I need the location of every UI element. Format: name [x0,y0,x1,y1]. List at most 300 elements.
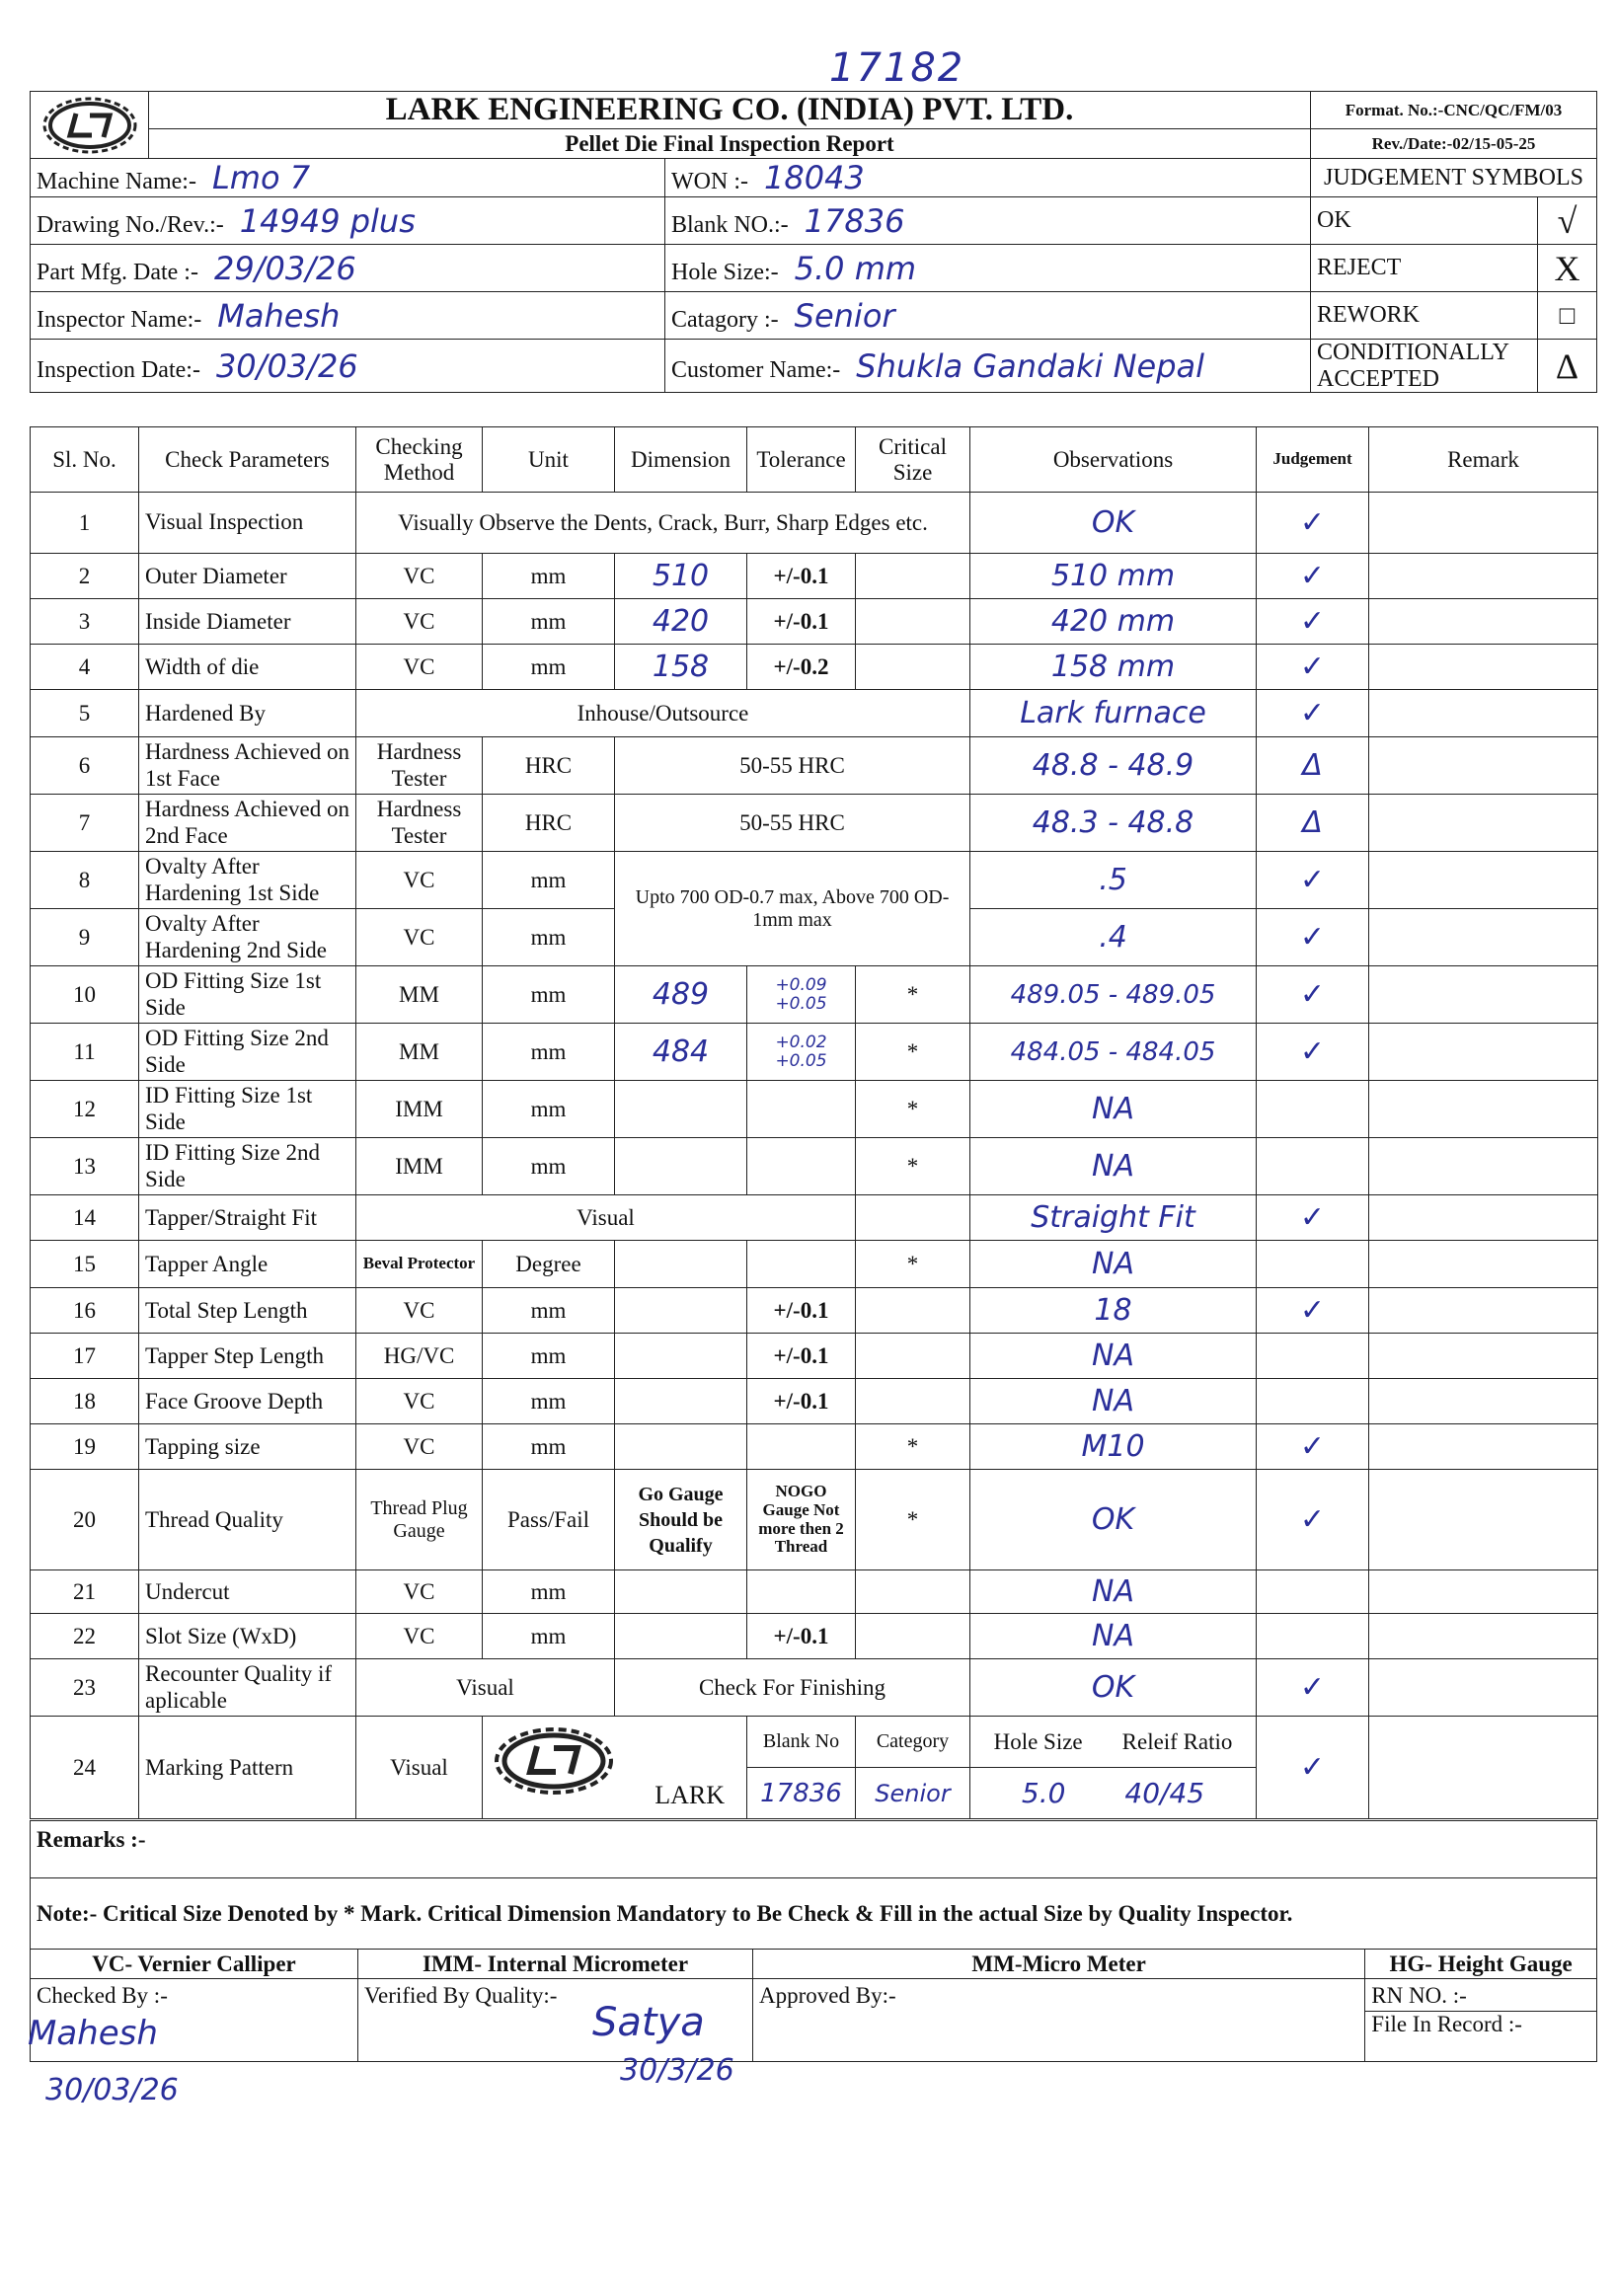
row-remark [1369,1081,1598,1138]
row-param: Width of die [139,645,356,690]
row-dimension [615,1424,747,1470]
table-row [31,493,1598,554]
row-tolerance: +/-0.1 [747,1334,856,1379]
row-unit: HRC [483,795,615,852]
table-row [31,1659,1598,1717]
row-dimension: 158 [615,645,747,690]
row-judgement: ✓ [1257,909,1369,966]
row-observation: NA [970,1570,1257,1614]
row-observation: 18 [970,1288,1257,1334]
row-sl: 20 [31,1470,139,1570]
row-sl: 10 [31,966,139,1024]
marking-category-value: Senior [856,1768,970,1819]
col-unit: Unit [483,427,615,493]
remarks-field: Remarks :- [31,1821,1597,1878]
col-observations: Observations [970,427,1257,493]
row-span-text: Inhouse/Outsource [356,690,970,737]
row-method: Visual [356,1659,615,1717]
row-unit: mm [483,852,615,909]
row-observation: .4 [970,909,1257,966]
row-remark [1369,690,1598,737]
row-judgement: ✓ [1257,645,1369,690]
company-logo-icon [40,96,139,155]
row-judgement: ✓ [1257,690,1369,737]
row-remark [1369,1024,1598,1081]
row-tolerance [747,1138,856,1195]
top-handwritten-number: 17182 [829,45,965,91]
machine-name-field: Machine Name:- Lmo 7 [31,159,665,197]
row-tolerance [747,1570,856,1614]
row-observation: 510 mm [970,554,1257,599]
row-param: Hardness Achieved on 2nd Face [139,795,356,852]
check-mark-icon: √ [1538,197,1597,245]
table-row [31,1081,1598,1138]
col-sl: Sl. No. [31,427,139,493]
row-param: ID Fitting Size 2nd Side [139,1138,356,1195]
row-tolerance: +/-0.1 [747,1379,856,1424]
row-unit: mm [483,1379,615,1424]
verified-by-field: Verified By Quality:- [358,1979,753,2062]
row-method: MM [356,1024,483,1081]
report-header [30,91,1597,392]
row-observation: 48.3 - 48.8 [970,795,1257,852]
row-dimension: Go Gauge Should be Qualify [615,1470,747,1570]
row-observation: .5 [970,852,1257,909]
table-row [31,1138,1598,1195]
row-param: Outer Diameter [139,554,356,599]
row-method: VC [356,1288,483,1334]
row-unit: mm [483,909,615,966]
row-judgement: ✓ [1257,966,1369,1024]
legend-vc: VC- Vernier Calliper [31,1950,358,1979]
row-unit: HRC [483,737,615,795]
row-remark [1369,795,1598,852]
table-row [31,1379,1598,1424]
row-observation: NA [970,1379,1257,1424]
judgement-symbols-title: JUDGEMENT SYMBOLS [1311,159,1597,197]
row-param: Tapper Angle [139,1241,356,1288]
row-observation: NA [970,1081,1257,1138]
row-param: Inside Diameter [139,599,356,645]
row-judgement [1257,1334,1369,1379]
row-unit: Degree [483,1241,615,1288]
inspector-name-field: Inspector Name:- Mahesh [31,292,665,340]
marking-logo-text: LARK [654,1781,725,1809]
row-critical: * [856,1470,970,1570]
row-remark [1369,1614,1598,1659]
row-remark [1369,966,1598,1024]
row-unit: mm [483,1288,615,1334]
marking-logo-cell [483,1717,747,1819]
row-param: ID Fitting Size 1st Side [139,1081,356,1138]
row-critical: * [856,1081,970,1138]
table-row [31,1288,1598,1334]
row-critical: * [856,1024,970,1081]
table-row [31,852,1598,909]
row-remark [1369,645,1598,690]
row-method: MM [356,966,483,1024]
row-critical [856,1570,970,1614]
table-row [31,1717,1598,1768]
col-method: Checking Method [356,427,483,493]
row-method: Visual [356,1717,483,1819]
row-method: VC [356,1424,483,1470]
row-observation: NA [970,1241,1257,1288]
critical-size-note: Note:- Critical Size Denoted by * Mark. Critical Dimension Mandatory to Be Check & Fill in the actual Size by Quality Inspector. [31,1878,1597,1950]
row-sl: 16 [31,1288,139,1334]
legend-hg: HG- Height Gauge [1365,1950,1597,1979]
row-sl: 4 [31,645,139,690]
row-judgement: ✓ [1257,852,1369,909]
table-row [31,690,1598,737]
row-judgement: ✓ [1257,1195,1369,1241]
row-dimension: 510 [615,554,747,599]
row-dimension: 484 [615,1024,747,1081]
table-row [31,1241,1598,1288]
col-critical: Critical Size [856,427,970,493]
row-observation: M10 [970,1424,1257,1470]
row-judgement [1257,1241,1369,1288]
col-remark: Remark [1369,427,1598,493]
table-header-row [31,427,1598,493]
row-method: VC [356,554,483,599]
row-remark [1369,493,1598,554]
row-tolerance: +0.02 +0.05 [747,1024,856,1081]
row-observation: 158 mm [970,645,1257,690]
marking-category-header: Category [856,1717,970,1768]
mfg-date-field: Part Mfg. Date :- 29/03/26 [31,245,665,292]
row-method: HG/VC [356,1334,483,1379]
row-param: Tapping size [139,1424,356,1470]
col-dimension: Dimension [615,427,747,493]
row-unit: mm [483,1138,615,1195]
judge-reject-label: REJECT [1311,245,1538,292]
square-icon: □ [1538,292,1597,340]
row-sl: 22 [31,1614,139,1659]
row-param: Ovalty After Hardening 2nd Side [139,909,356,966]
row-judgement [1257,1138,1369,1195]
table-row [31,599,1598,645]
row-sl: 9 [31,909,139,966]
row-tolerance [747,1241,856,1288]
row-dimension [615,1081,747,1138]
row-method: IMM [356,1081,483,1138]
company-name: LARK ENGINEERING CO. (INDIA) PVT. LTD. [149,92,1311,129]
row-dimension [615,1334,747,1379]
row-critical [856,1614,970,1659]
row-span-text: 50-55 HRC [615,737,970,795]
row-sl: 2 [31,554,139,599]
row-remark [1369,1424,1598,1470]
row-method: Beval Protector [356,1241,483,1288]
legend-mm: MM-Micro Meter [753,1950,1365,1979]
triangle-icon: Δ [1538,340,1597,393]
row-observation: 484.05 - 484.05 [970,1024,1257,1081]
row-span-text: 50-55 HRC [615,795,970,852]
row-param: Ovalty After Hardening 1st Side [139,852,356,909]
row-span-text: Check For Finishing [615,1659,970,1717]
inspection-sheet [30,91,1597,2154]
row-param: Total Step Length [139,1288,356,1334]
marking-blank-header: Blank No [747,1717,856,1768]
row-sl: 5 [31,690,139,737]
row-param: Thread Quality [139,1470,356,1570]
row-observation: OK [970,1470,1257,1570]
row-sl: 21 [31,1570,139,1614]
file-in-record-label: File In Record :- [1365,2011,1596,2037]
col-tolerance: Tolerance [747,427,856,493]
row-param: Visual Inspection [139,493,356,554]
row-critical: * [856,1424,970,1470]
row-tolerance: +/-0.1 [747,599,856,645]
verified-by-date: 30/3/26 [620,2053,734,2088]
legend-imm: IMM- Internal Micrometer [358,1950,753,1979]
row-critical [856,599,970,645]
blank-number-field: Blank NO.:- 17836 [665,197,1311,245]
row-remark [1369,1717,1598,1819]
record-field [1365,1979,1597,2062]
row-dimension [615,1614,747,1659]
row-sl: 24 [31,1717,139,1819]
row-dimension: 420 [615,599,747,645]
verified-by-signature: Satya [592,2000,705,2045]
row-param: OD Fitting Size 2nd Side [139,1024,356,1081]
row-unit: mm [483,1081,615,1138]
inspection-table [30,426,1597,1819]
row-param: Marking Pattern [139,1717,356,1819]
row-tolerance: +0.09 +0.05 [747,966,856,1024]
table-row [31,1424,1598,1470]
row-judgement [1257,1379,1369,1424]
row-remark [1369,1195,1598,1241]
table-row [31,1334,1598,1379]
row-tolerance: +/-0.1 [747,1614,856,1659]
row-remark [1369,1288,1598,1334]
row-critical [856,1334,970,1379]
row-param: Tapper Step Length [139,1334,356,1379]
checked-by-signature: Mahesh [28,2014,158,2053]
row-judgement: ✓ [1257,554,1369,599]
hole-size-field: Hole Size:- 5.0 mm [665,245,1311,292]
table-row [31,737,1598,795]
row-unit: mm [483,645,615,690]
category-field: Catagory :- Senior [665,292,1311,340]
row-param: Hardened By [139,690,356,737]
row-unit: mm [483,1614,615,1659]
row-sl: 13 [31,1138,139,1195]
row-unit: Pass/Fail [483,1470,615,1570]
row-method: VC [356,1614,483,1659]
row-sl: 23 [31,1659,139,1717]
row-unit: mm [483,1334,615,1379]
row-sl: 7 [31,795,139,852]
table-row [31,1024,1598,1081]
format-number: Format. No.:-CNC/QC/FM/03 [1311,92,1597,129]
row-unit: mm [483,1024,615,1081]
row-method: VC [356,852,483,909]
marking-hole-relief-header: Hole Size Releif Ratio [970,1717,1257,1768]
row-param: Slot Size (WxD) [139,1614,356,1659]
row-dimension [615,1241,747,1288]
row-dimension [615,1379,747,1424]
table-row [31,795,1598,852]
table-row [31,1614,1598,1659]
row-observation: 489.05 - 489.05 [970,966,1257,1024]
drawing-number-field: Drawing No./Rev.:- 14949 plus [31,197,665,245]
row-critical: * [856,1241,970,1288]
row-judgement: ✓ [1257,1424,1369,1470]
row-param: Face Groove Depth [139,1379,356,1424]
rn-number-label: RN NO. :- [1371,1983,1467,2008]
row-dimension [615,1570,747,1614]
inspection-date-field: Inspection Date:- 30/03/26 [31,340,665,393]
row-sl: 19 [31,1424,139,1470]
row-critical: * [856,1138,970,1195]
row-tolerance: +/-0.1 [747,554,856,599]
row-sl: 1 [31,493,139,554]
cross-mark-icon: X [1538,245,1597,292]
row-sl: 6 [31,737,139,795]
row-critical [856,554,970,599]
row-judgement: ✓ [1257,1717,1369,1819]
judge-conditional-label: CONDITIONALLY ACCEPTED [1311,340,1538,393]
row-method: Thread Plug Gauge [356,1470,483,1570]
row-sl: 14 [31,1195,139,1241]
row-remark [1369,1138,1598,1195]
row-param: OD Fitting Size 1st Side [139,966,356,1024]
row-tolerance [747,1424,856,1470]
row-tolerance: +/-0.1 [747,1288,856,1334]
row-observation: OK [970,1659,1257,1717]
row-judgement [1257,1570,1369,1614]
row-critical [856,645,970,690]
row-judgement [1257,1614,1369,1659]
row-observation: 420 mm [970,599,1257,645]
table-row [31,966,1598,1024]
row-method: VC [356,1570,483,1614]
row-tolerance: NOGO Gauge Not more then 2 Thread [747,1470,856,1570]
row-observation: NA [970,1334,1257,1379]
row-unit: mm [483,554,615,599]
judge-rework-label: REWORK [1311,292,1538,340]
row-sl: 18 [31,1379,139,1424]
row-sl: 17 [31,1334,139,1379]
judge-ok-label: OK [1311,197,1538,245]
row-method: VC [356,909,483,966]
row-judgement: Δ [1257,795,1369,852]
row-judgement: ✓ [1257,1024,1369,1081]
table-row [31,1470,1598,1570]
row-dimension: 489 [615,966,747,1024]
row-tolerance [747,1081,856,1138]
row-param: Tapper/Straight Fit [139,1195,356,1241]
row-method: IMM [356,1138,483,1195]
row-unit: mm [483,1570,615,1614]
row-dimension [615,1138,747,1195]
row-remark [1369,554,1598,599]
report-title: Pellet Die Final Inspection Report [149,129,1311,159]
approved-by-field: Approved By:- [753,1979,1365,2062]
row-tolerance: +/-0.2 [747,645,856,690]
row-unit: mm [483,966,615,1024]
row-remark [1369,1659,1598,1717]
row-unit: mm [483,1424,615,1470]
row-judgement: ✓ [1257,1470,1369,1570]
row-sl: 11 [31,1024,139,1081]
row-sl: 3 [31,599,139,645]
row-remark [1369,599,1598,645]
row-critical: * [856,966,970,1024]
row-remark [1369,1570,1598,1614]
table-row [31,1570,1598,1614]
row-observation: Lark furnace [970,690,1257,737]
marking-blank-value: 17836 [747,1768,856,1819]
row-critical [856,1379,970,1424]
row-param: Undercut [139,1570,356,1614]
col-param: Check Parameters [139,427,356,493]
row-span-text: Visually Observe the Dents, Crack, Burr, Sharp Edges etc. [356,493,970,554]
customer-name-field: Customer Name:- Shukla Gandaki Nepal [665,340,1311,393]
row-remark [1369,1379,1598,1424]
marking-hole-relief-value: 5.0 40/45 [970,1768,1257,1819]
won-field: WON :- 18043 [665,159,1311,197]
row-observation: OK [970,493,1257,554]
logo-cell [31,92,149,159]
row-sl: 12 [31,1081,139,1138]
row-judgement [1257,1081,1369,1138]
row-observation: Straight Fit [970,1195,1257,1241]
row-judgement: ✓ [1257,599,1369,645]
table-row [31,645,1598,690]
row-observation: NA [970,1614,1257,1659]
row-method: Hardness Tester [356,795,483,852]
row-sl: 8 [31,852,139,909]
row-judgement: ✓ [1257,1659,1369,1717]
row-judgement: Δ [1257,737,1369,795]
row-method: Hardness Tester [356,737,483,795]
row-remark [1369,852,1598,909]
row-sl: 15 [31,1241,139,1288]
row-param: Hardness Achieved on 1st Face [139,737,356,795]
revision-date: Rev./Date:-02/15-05-25 [1311,129,1597,159]
col-judgement: Judgement [1257,427,1369,493]
marking-logo-icon [493,1726,621,1796]
row-span-text: Visual [356,1195,856,1241]
row-span-text: Upto 700 OD-0.7 max, Above 700 OD-1mm max [615,852,970,966]
row-method: VC [356,645,483,690]
checked-by-date: 30/03/26 [45,2073,179,2107]
checked-by-field: Checked By :- [31,1979,358,2062]
row-unit: mm [483,599,615,645]
row-remark [1369,737,1598,795]
row-judgement: ✓ [1257,493,1369,554]
row-judgement: ✓ [1257,1288,1369,1334]
row-remark [1369,1241,1598,1288]
row-dimension [615,1288,747,1334]
report-footer [30,1820,1597,2062]
row-observation: 48.8 - 48.9 [970,737,1257,795]
row-param: Recounter Quality if aplicable [139,1659,356,1717]
table-row [31,554,1598,599]
row-critical [856,1195,970,1241]
row-observation: NA [970,1138,1257,1195]
row-critical [856,1288,970,1334]
row-remark [1369,1334,1598,1379]
row-remark [1369,909,1598,966]
row-remark [1369,1470,1598,1570]
table-row [31,1195,1598,1241]
row-method: VC [356,1379,483,1424]
